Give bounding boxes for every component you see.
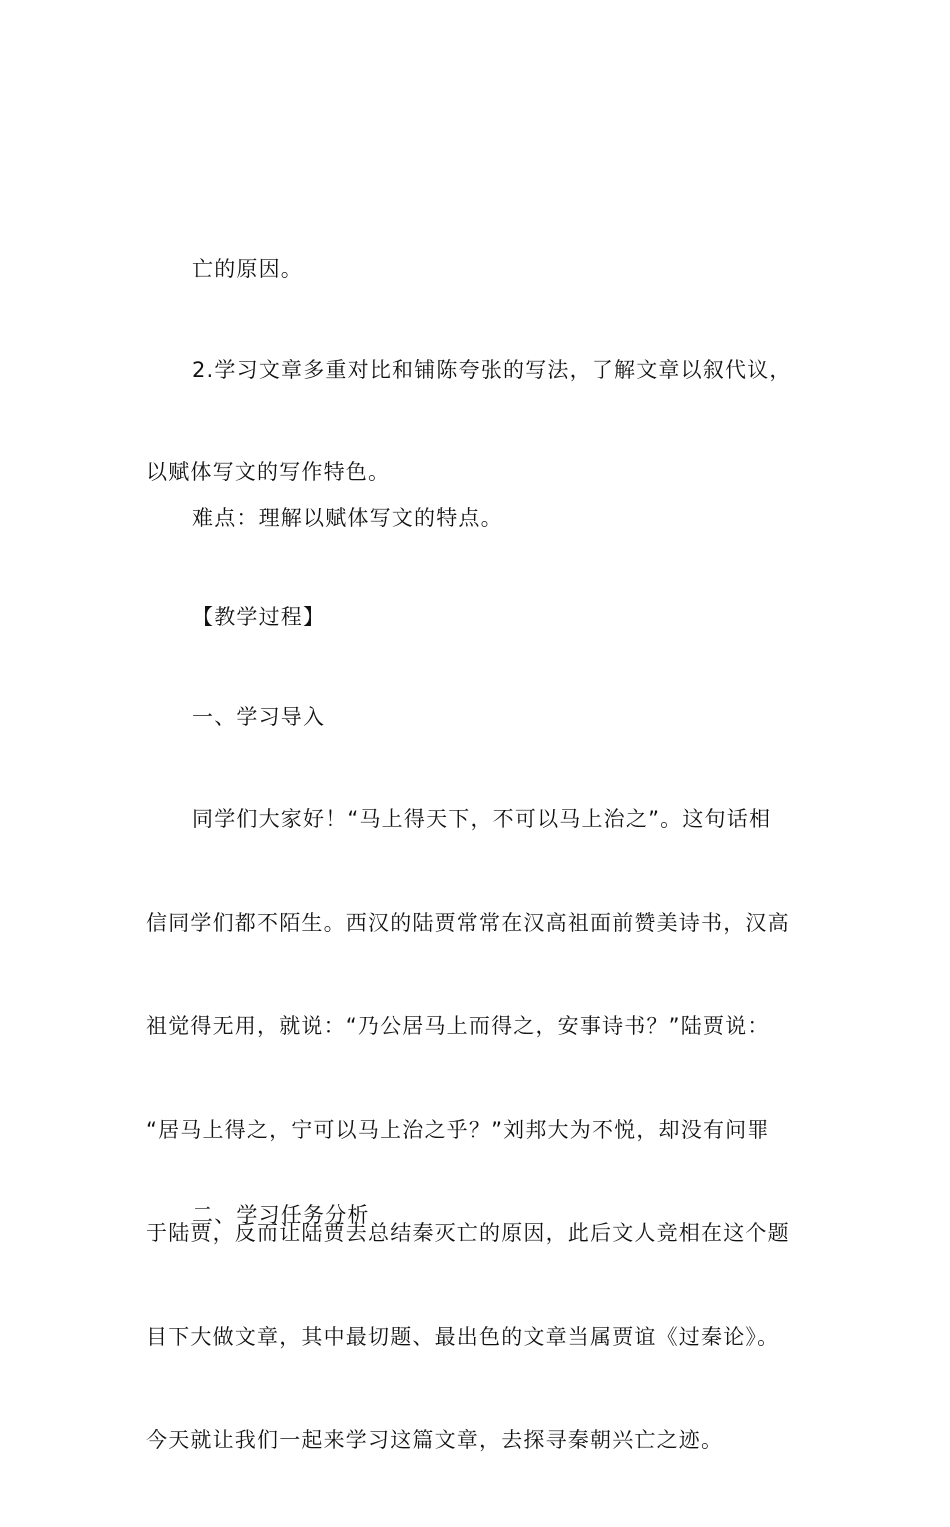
- text-line: 2.学习文章多重对比和铺陈夸张的写法，了解文章以叙代议，: [192, 358, 792, 382]
- text-line: 目下大做文章，其中最切题、最出色的文章当属贾谊《过秦论》。: [146, 1324, 780, 1349]
- text-line: 难点：理解以赋体写文的特点。: [192, 506, 503, 530]
- text-line: “居马上得之，宁可以马上治之乎？”刘邦大为不悦，却没有问罪: [146, 1117, 770, 1142]
- text-line: 于陆贾，反而让陆贾去总结秦灭亡的原因，此后文人竞相在这个题: [146, 1221, 790, 1245]
- text-line: 今天就让我们一起来学习这篇文章，去探寻秦朝兴亡之迹。: [146, 1428, 724, 1452]
- text-line: 二、学习任务分析: [192, 1203, 370, 1227]
- text-line: 【教学过程】: [192, 605, 326, 629]
- text-line: 亡的原因。: [192, 257, 303, 281]
- text-line: 信同学们都不陌生。西汉的陆贾常常在汉高祖面前赞美诗书，汉高: [146, 910, 790, 935]
- text-line: 一、学习导入: [192, 705, 326, 729]
- text-line: 同学们大家好！“马上得天下，不可以马上治之”。这句话相: [192, 807, 772, 831]
- text-line: 以赋体写文的写作特色。: [146, 460, 391, 484]
- section-heading-task-analysis: [146, 1130, 806, 1300]
- text-line: 祖觉得无用，就说：“乃公居马上而得之，安事诗书？”陆贾说：: [146, 1014, 770, 1038]
